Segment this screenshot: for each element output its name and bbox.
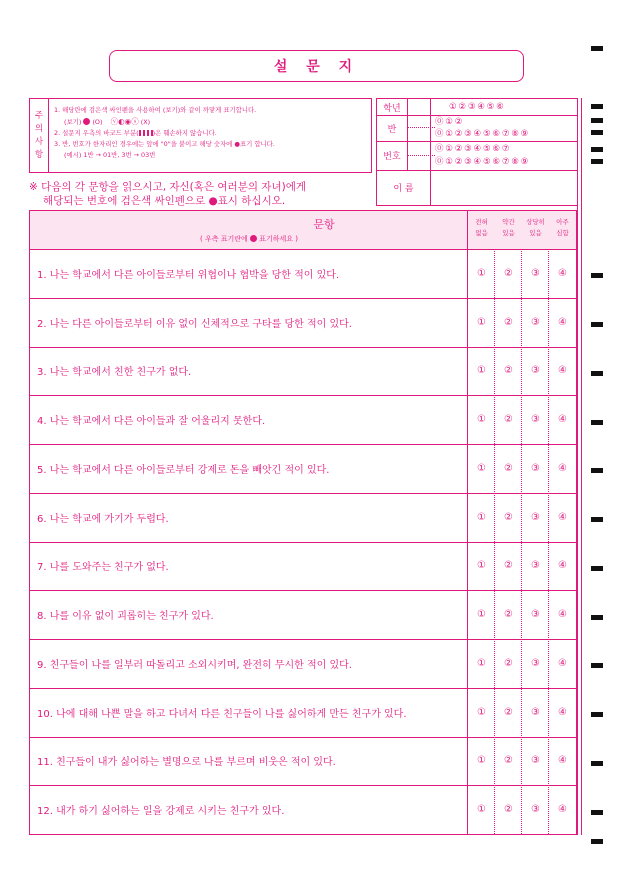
timing-mark [591,371,603,376]
answer-bubble-1[interactable]: ① [477,609,486,621]
header-sub-suffix: 표기하세요 ) [256,235,298,243]
answer-bubble-4[interactable]: ④ [558,365,567,377]
answer-bubble-4[interactable]: ④ [558,316,567,328]
timing-mark [591,322,603,327]
answer-bubble-1[interactable]: ① [477,657,486,669]
option-header-line: 심함 [556,229,569,237]
note-line-3: 3. 반, 번호가 한자리인 경우에는 앞에 "0"을 붙이고 해당 숫자에 ●표기 합니다. [54,140,275,148]
instruction-line-2: 해당되는 번호에 검은색 싸인펜으로 ●표시 하십시오. [43,195,286,207]
answer-bubble-3[interactable]: ③ [531,316,540,328]
question-list [30,249,576,834]
question-text: 1. 나는 학교에서 다른 아이들로부터 위협이나 협박을 당한 적이 있다. [37,269,340,281]
answer-bubble-2[interactable]: ② [504,462,513,474]
filled-bubble-icon [250,235,257,242]
answer-bubble-4[interactable]: ④ [558,511,567,523]
timing-mark [591,761,603,766]
digit-separator [407,155,435,156]
class-ones-bubbles[interactable]: ⓪①②③④⑤⑥⑦⑧⑨ [435,129,531,139]
question-text: 11. 친구들이 내가 싫어하는 별명으로 나를 부르며 비웃은 적이 있다. [37,757,336,769]
class-tens-bubbles[interactable]: ⓪①② [435,117,465,127]
answer-bubble-3[interactable]: ③ [531,462,540,474]
note-line-2-b: )은 훼손하지 않습니다. [152,129,217,137]
header-sub-prefix: ( 우측 표기란에 [200,235,250,243]
question-table [29,210,577,835]
answer-bubble-2[interactable]: ② [504,609,513,621]
digit-separator [407,127,435,128]
class-row [377,115,577,142]
option-header-line: 상당히 [526,218,545,226]
notes-label-char: 항 [34,149,44,160]
header-title [30,216,468,232]
timing-mark [591,130,603,135]
answer-bubble-1[interactable]: ① [477,316,486,328]
notes-label-char: 사 [34,136,44,147]
class-label: 반 [377,115,408,141]
timing-mark [591,712,603,717]
option-header-line: 약간 [502,218,515,226]
question-row [30,395,576,445]
border-line [577,98,578,835]
answer-bubble-1[interactable]: ① [477,511,486,523]
answer-bubble-4[interactable]: ④ [558,609,567,621]
name-field[interactable] [431,170,577,205]
grade-row [377,99,577,116]
answer-bubble-1[interactable]: ① [477,365,486,377]
grade-bubbles[interactable]: ①②③④⑤⑥ [449,102,506,112]
number-label: 번호 [377,141,408,170]
answer-bubble-2[interactable]: ② [504,657,513,669]
answer-bubble-2[interactable]: ② [504,560,513,572]
timing-mark [591,468,603,473]
question-row [30,737,576,787]
grade-label: 학년 [377,99,408,115]
question-text: 8. 나를 이유 없이 괴롭히는 친구가 있다. [37,611,214,623]
border-line [581,98,582,835]
answer-bubble-3[interactable]: ③ [531,706,540,718]
divider [430,99,431,115]
answer-bubble-3[interactable]: ③ [531,267,540,279]
answer-bubble-4[interactable]: ④ [558,414,567,426]
timing-mark [591,615,603,620]
instruction [29,180,374,208]
note-line-1: 1. 해당란에 검은색 싸인펜을 사용하여 (보기)와 같이 까맣게 표기합니다. [54,106,257,114]
answer-bubble-2[interactable]: ② [504,755,513,767]
question-row [30,298,576,348]
answer-bubble-3[interactable]: ③ [531,657,540,669]
answer-bubble-2[interactable]: ② [504,804,513,816]
question-text: 9. 친구들이 나를 일부러 따돌리고 소외시키며, 완전히 무시한 적이 있다. [37,659,352,671]
question-text: 3. 나는 학교에서 친한 친구가 없다. [37,367,192,379]
question-row [30,444,576,494]
header-subtitle [30,234,468,244]
option-header-line: 아주 [556,218,569,226]
barcode-icon [139,130,153,136]
answer-bubble-4[interactable]: ④ [558,267,567,279]
answer-bubble-3[interactable]: ③ [531,804,540,816]
timing-mark [591,810,603,815]
answer-bubble-3[interactable]: ③ [531,609,540,621]
notes-box [29,98,372,173]
answer-bubble-2[interactable]: ② [504,267,513,279]
answer-bubble-2[interactable]: ② [504,414,513,426]
timing-mark [591,46,603,51]
answer-bubble-1[interactable]: ① [477,267,486,279]
answer-bubble-3[interactable]: ③ [531,511,540,523]
timing-mark [591,420,603,425]
number-row [377,141,577,171]
instruction-line-1: ※ 다음의 각 문항을 읽으시고, 자신(혹은 여러분의 자녀)에게 [29,181,306,193]
question-text: 12. 내가 하기 싫어하는 일을 강제로 시키는 친구가 있다. [37,806,285,818]
header-title-part: 문 [313,218,324,231]
example-correct: (O) [92,118,103,126]
timing-mark [591,663,603,668]
notes-body [54,105,369,161]
question-text: 5. 나는 학교에서 다른 아이들로부터 강제로 돈을 빼앗긴 적이 있다. [37,464,330,476]
option-header-line: 있음 [529,229,542,237]
name-label: 이 름 [377,170,431,205]
question-row [30,542,576,592]
option-header [549,217,576,239]
timing-mark [591,118,603,123]
answer-bubble-4[interactable]: ④ [558,657,567,669]
question-row [30,347,576,397]
answer-bubble-4[interactable]: ④ [558,706,567,718]
header-title-part: 항 [324,218,335,231]
page-title: 설 문 지 [109,50,524,82]
question-text: 10. 나에 대해 나쁜 말을 하고 다녀서 다른 친구들이 나를 싫어하게 만든 친구가 있다. [37,708,407,720]
example-label: (보기) [64,118,82,126]
timing-mark [591,147,603,152]
timing-mark [591,839,603,844]
notes-label-char: 주 [34,110,44,121]
answer-bubble-4[interactable]: ④ [558,560,567,572]
option-header-line: 없음 [475,229,488,237]
answer-bubble-2[interactable]: ② [504,365,513,377]
answer-bubble-4[interactable]: ④ [558,755,567,767]
option-header [522,217,549,239]
answer-bubble-1[interactable]: ① [477,560,486,572]
name-row [377,170,577,205]
answer-bubble-4[interactable]: ④ [558,462,567,474]
divider [430,115,431,141]
number-ones-bubbles[interactable]: ⓪①②③④⑤⑥⑦⑧⑨ [435,157,531,167]
answer-bubble-4[interactable]: ④ [558,804,567,816]
number-tens-bubbles[interactable]: ⓪①②③④⑤⑥⑦ [435,144,512,154]
question-row [30,785,576,834]
option-header-line: 있음 [502,229,515,237]
table-header [30,211,576,250]
example-wrong: (X) [140,118,151,126]
timing-mark [591,159,603,164]
answer-bubble-1[interactable]: ① [477,462,486,474]
question-row [30,249,576,299]
option-header [468,217,495,239]
wrong-mark-samples-icon: ⓥ◐◉ⓢ [110,117,139,126]
question-text: 7. 나를 도와주는 친구가 없다. [37,562,169,574]
question-row [30,639,576,689]
question-row [30,590,576,640]
student-info-box [376,98,578,206]
answer-bubble-1[interactable]: ① [477,755,486,767]
filled-bubble-icon [83,118,90,125]
question-text: 6. 나는 학교에 가기가 두렵다. [37,513,169,525]
notes-label [30,99,49,172]
answer-bubble-3[interactable]: ③ [531,365,540,377]
question-text: 2. 나는 다른 아이들로부터 이유 없이 신체적으로 구타를 당한 적이 있다. [37,318,352,330]
timing-mark [591,517,603,522]
option-header [495,217,522,239]
answer-bubble-2[interactable]: ② [504,706,513,718]
answer-bubble-3[interactable]: ③ [531,414,540,426]
option-header-line: 전혀 [475,218,488,226]
question-text: 4. 나는 학교에서 다른 아이들과 잘 어울리지 못한다. [37,416,266,428]
notes-label-char: 의 [34,123,44,134]
question-row [30,688,576,738]
answer-bubble-3[interactable]: ③ [531,755,540,767]
answer-bubble-1[interactable]: ① [477,706,486,718]
note-line-2-a: 2. 설문지 우측의 바코드 부분( [54,129,139,137]
answer-bubble-2[interactable]: ② [504,316,513,328]
question-row [30,493,576,543]
note-line-2 [54,128,369,139]
answer-bubble-2[interactable]: ② [504,511,513,523]
timing-mark [591,273,603,278]
timing-mark [591,566,603,571]
answer-bubble-1[interactable]: ① [477,804,486,816]
answer-bubble-1[interactable]: ① [477,414,486,426]
note-example [54,116,369,128]
note-line-3-example: (예시) 1반 → 01반, 3번 → 03번 [64,151,156,159]
timing-mark [591,104,603,109]
answer-bubble-3[interactable]: ③ [531,560,540,572]
